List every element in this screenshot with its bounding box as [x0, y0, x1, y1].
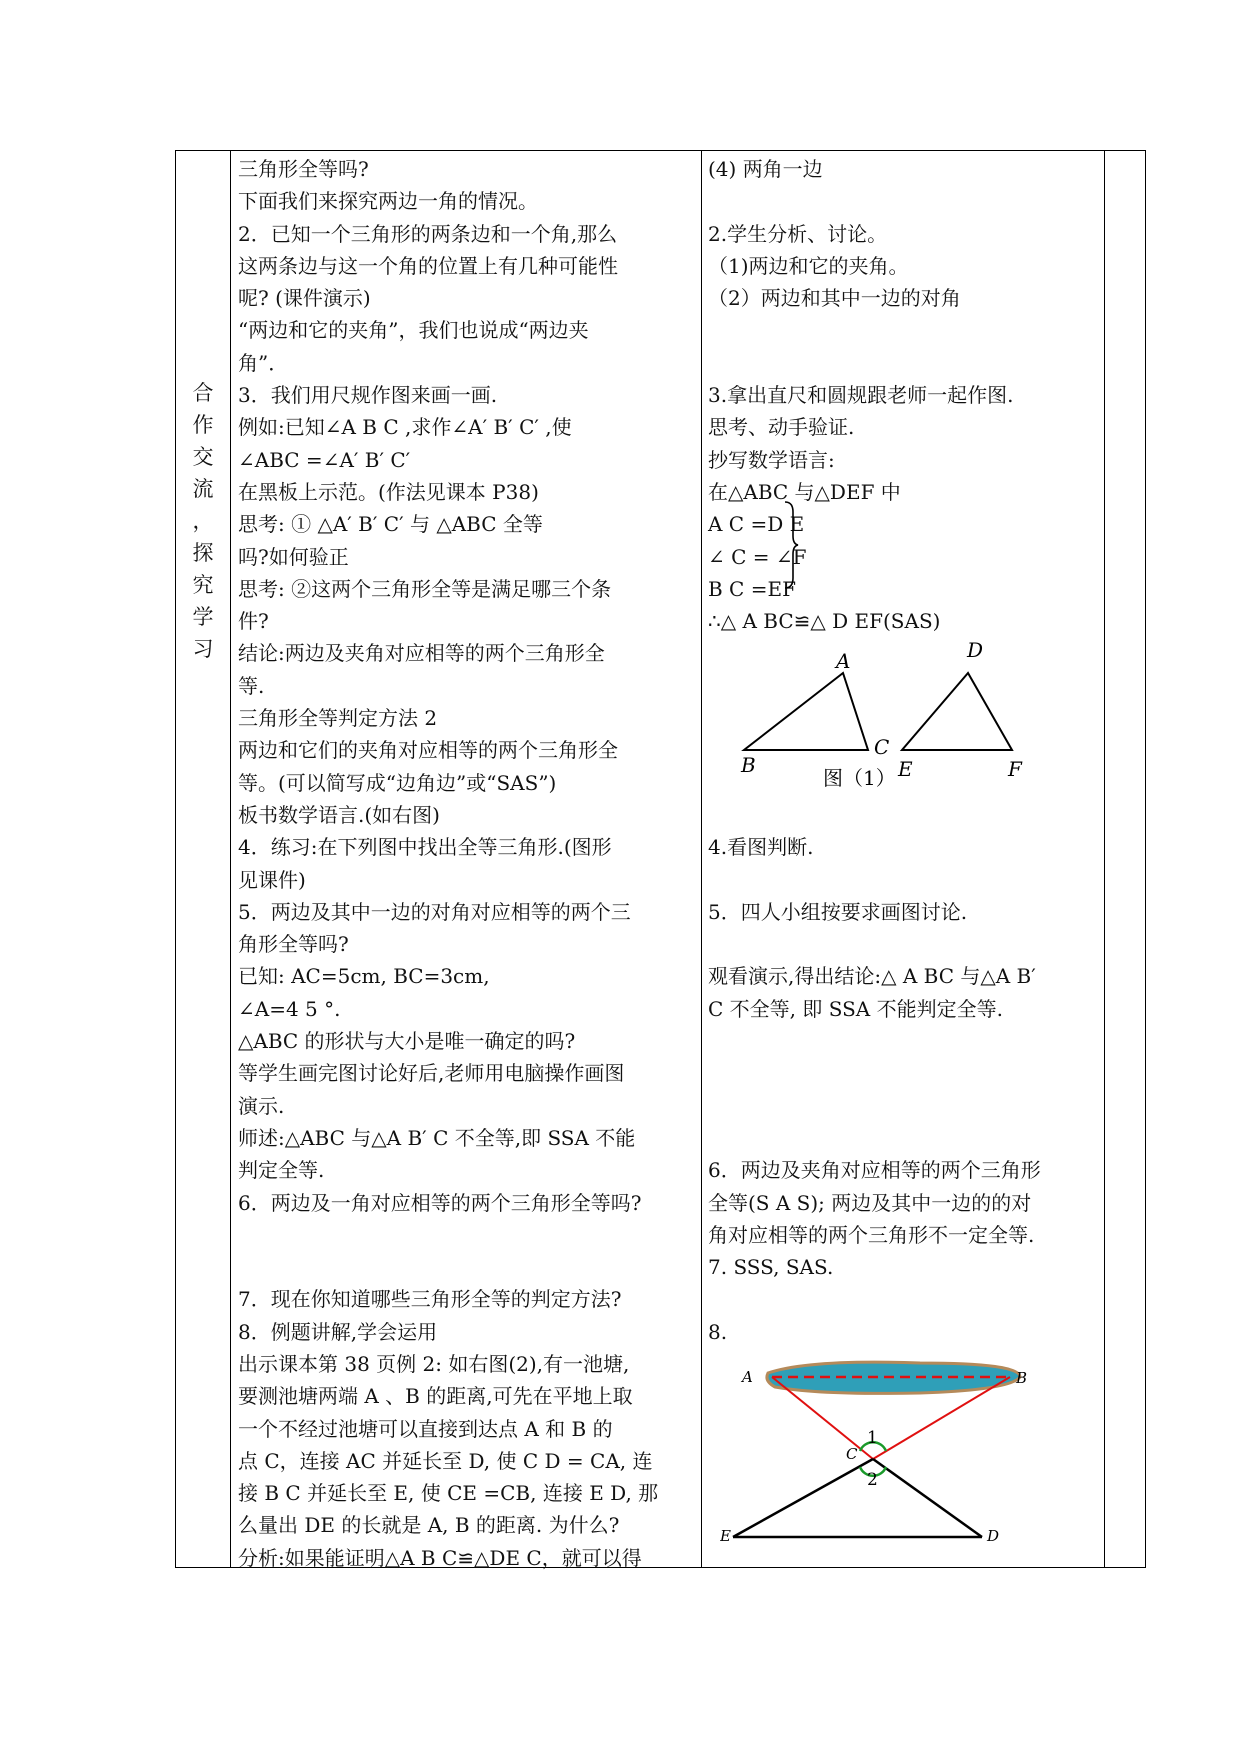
angle-label-2: 2	[867, 1470, 878, 1490]
student-text-line	[708, 864, 1103, 896]
label-e: E	[720, 1527, 731, 1545]
student-text-line	[708, 1057, 1103, 1089]
teacher-text-line: 思考: ① △A′ B′ C′ 与 △ABC 全等	[238, 512, 543, 537]
student-text-line	[708, 1283, 1103, 1315]
figure-1-triangles	[708, 630, 1048, 790]
section-label-char: 作	[192, 413, 214, 437]
label-b: B	[1016, 1369, 1028, 1387]
student-text-line: 8.	[708, 1319, 728, 1344]
student-text-line: 在△ABC 与△DEF 中	[708, 479, 901, 504]
figure-1-caption: 图（1）	[823, 766, 896, 790]
student-text-line: （2）两边和其中一边的对角	[708, 286, 961, 311]
teacher-text-line: 等.	[238, 673, 265, 698]
teacher-text-line: 在黑板上示范。(作法见课本 P38)	[238, 479, 539, 504]
teacher-activity-column	[238, 153, 696, 1574]
student-text-line: （1)两边和它的夹角。	[708, 253, 909, 278]
student-text-line: (4) 两角一边	[708, 157, 823, 181]
teacher-text-line: 接 B C 并延长至 E, 使 CE =CB, 连接 E D, 那	[238, 1481, 659, 1506]
student-text-line: 6．两边及夹角对应相等的两个三角形	[708, 1158, 1041, 1183]
teacher-text-line: 要测池塘两端 A 、B 的距离,可先在平地上取	[238, 1384, 633, 1409]
teacher-text-line: 等学生画完图讨论好后,老师用电脑操作画图	[238, 1061, 625, 1086]
student-text-line: A C =D E	[708, 512, 805, 537]
teacher-text-line: 一个不经过池塘可以直接到达点 A 和 B 的	[238, 1416, 613, 1441]
teacher-text-line: ∠A=4 5 °.	[238, 996, 341, 1021]
teacher-text-line: 例如:已知∠A B C ,求作∠A′ B′ C′ ,使	[238, 415, 572, 440]
teacher-text-line: 板书数学语言.(如右图)	[238, 802, 440, 827]
teacher-text-line: 角形全等吗?	[238, 932, 349, 957]
segment-cd	[873, 1459, 982, 1537]
teacher-text-line: 演示.	[238, 1093, 285, 1118]
student-text-line: 角对应相等的两个三角形不一定全等.	[708, 1222, 1035, 1247]
triangle-def	[902, 673, 1012, 750]
student-text-line	[708, 1090, 1103, 1122]
label-c: C	[874, 735, 890, 759]
teacher-text-line: 已知: AC=5cm, BC=3cm,	[238, 964, 490, 989]
section-label-char: 究	[192, 573, 214, 597]
teacher-text-line: 5．两边及其中一边的对角对应相等的两个三	[238, 899, 631, 924]
figure-2-pond	[720, 1355, 1040, 1560]
teacher-text-line: 吗?如何验正	[238, 544, 349, 569]
student-text-line: ∠ C = ∠F	[708, 544, 807, 569]
student-text-line: 5．四人小组按要求画图讨论.	[708, 899, 968, 924]
teacher-text-line: 点 C，连接 AC 并延长至 D, 使 C D = CA, 连	[238, 1448, 653, 1473]
teacher-text-line: 师述:△ABC 与△A B′ C 不全等,即 SSA 不能	[238, 1125, 636, 1150]
label-b: B	[741, 753, 756, 777]
student-text-line: 全等(S A S); 两边及其中一边的的对	[708, 1190, 1032, 1215]
student-text-line	[708, 1025, 1103, 1057]
teacher-text-line: 三角形全等吗?	[238, 157, 369, 181]
section-label-char: 学	[192, 605, 214, 629]
teacher-text-line: 两边和它们的夹角对应相等的两个三角形全	[238, 738, 618, 763]
teacher-text-line: 呢? (课件演示)	[238, 286, 371, 311]
teacher-text-line: ∠ABC =∠A′ B′ C′	[238, 447, 411, 472]
teacher-text-line	[238, 1251, 696, 1283]
teacher-text-line: 3．我们用尺规作图来画一画.	[238, 383, 498, 408]
teacher-text-line: 思考: ②这两个三角形全等是满足哪三个条	[238, 576, 612, 601]
student-text-line: 3.拿出直尺和圆规跟老师一起作图.	[708, 383, 1014, 408]
label-d: D	[987, 1527, 1000, 1545]
student-text-line	[708, 928, 1103, 960]
teacher-text-line: 判定全等.	[238, 1158, 325, 1183]
label-a: A	[742, 1368, 753, 1386]
student-text-line: 7. SSS, SAS.	[708, 1255, 834, 1280]
student-text-line: C 不全等, 即 SSA 不能判定全等.	[708, 996, 1003, 1021]
section-label-char: ，	[192, 509, 214, 533]
column-divider	[1104, 151, 1105, 1567]
teacher-text-line: 三角形全等判定方法 2	[238, 706, 438, 731]
section-label-char: 探	[192, 541, 214, 565]
label-e: E	[898, 757, 913, 781]
teacher-text-line: 见课件)	[238, 867, 306, 892]
label-c: C	[846, 1445, 858, 1463]
column-divider	[701, 151, 702, 1567]
section-label-char: 交	[192, 445, 214, 469]
teacher-text-line: 等。(可以简写成“边角边”或“SAS”)	[238, 770, 557, 795]
teacher-text-line: 出示课本第 38 页例 2: 如右图(2),有一池塘,	[238, 1351, 630, 1376]
teacher-text-line: 么量出 DE 的长就是 A, B 的距离. 为什么?	[238, 1513, 620, 1538]
teacher-text-line: 件?	[238, 609, 269, 634]
label-d: D	[967, 638, 984, 662]
label-f: F	[1008, 757, 1022, 781]
segment-ce	[733, 1459, 873, 1537]
teacher-text-line: 6．两边及一角对应相等的两个三角形全等吗?	[238, 1190, 642, 1215]
teacher-text-line: 8．例题讲解,学会运用	[238, 1319, 438, 1344]
teacher-text-line: 结论:两边及夹角对应相等的两个三角形全	[238, 641, 605, 666]
column-divider	[230, 151, 231, 1567]
triangle-abc	[744, 673, 868, 750]
section-label-char: 流	[192, 477, 214, 501]
student-text-line: 观看演示,得出结论:△ A BC 与△A B′	[708, 964, 1036, 989]
section-label-column	[176, 151, 230, 1567]
section-label-char: 合	[192, 381, 214, 405]
teacher-text-line	[238, 1219, 696, 1251]
student-text-line: B C =EF	[708, 576, 796, 601]
student-text-line	[708, 1122, 1103, 1154]
student-text-line	[708, 347, 1103, 379]
student-text-line: 2.学生分析、讨论。	[708, 221, 888, 246]
teacher-text-line: 这两条边与这一个角的位置上有几种可能性	[238, 253, 618, 278]
teacher-text-line: 4．练习:在下列图中找出全等三角形.(图形	[238, 835, 612, 860]
angle-label-1: 1	[867, 1428, 878, 1448]
student-text-line	[708, 185, 1103, 217]
student-text-line	[708, 314, 1103, 346]
teacher-text-line: △ABC 的形状与大小是唯一确定的吗?	[238, 1029, 576, 1054]
section-label-char: 习	[192, 637, 214, 661]
teacher-text-line: 7．现在你知道哪些三角形全等的判定方法?	[238, 1287, 622, 1312]
student-text-line: 思考、动手验证.	[708, 415, 855, 440]
teacher-text-line: 下面我们来探究两边一角的情况。	[238, 189, 538, 214]
brace-icon	[779, 500, 799, 590]
section-label	[176, 377, 230, 665]
teacher-text-line: “两边和它的夹角”，我们也说成“两边夹	[238, 318, 589, 343]
student-text-line: 4.看图判断.	[708, 835, 814, 860]
student-text-line: ∴△ A BC≌△ D EF(SAS)	[708, 609, 941, 634]
teacher-text-line: 2．已知一个三角形的两条边和一个角,那么	[238, 221, 618, 246]
label-a: A	[836, 649, 851, 673]
student-text-line: 抄写数学语言:	[708, 447, 835, 472]
teacher-text-line: 角”．	[238, 350, 289, 375]
teacher-text-line: 分析:如果能证明△A B C≌△DE C，就可以得	[238, 1545, 642, 1570]
